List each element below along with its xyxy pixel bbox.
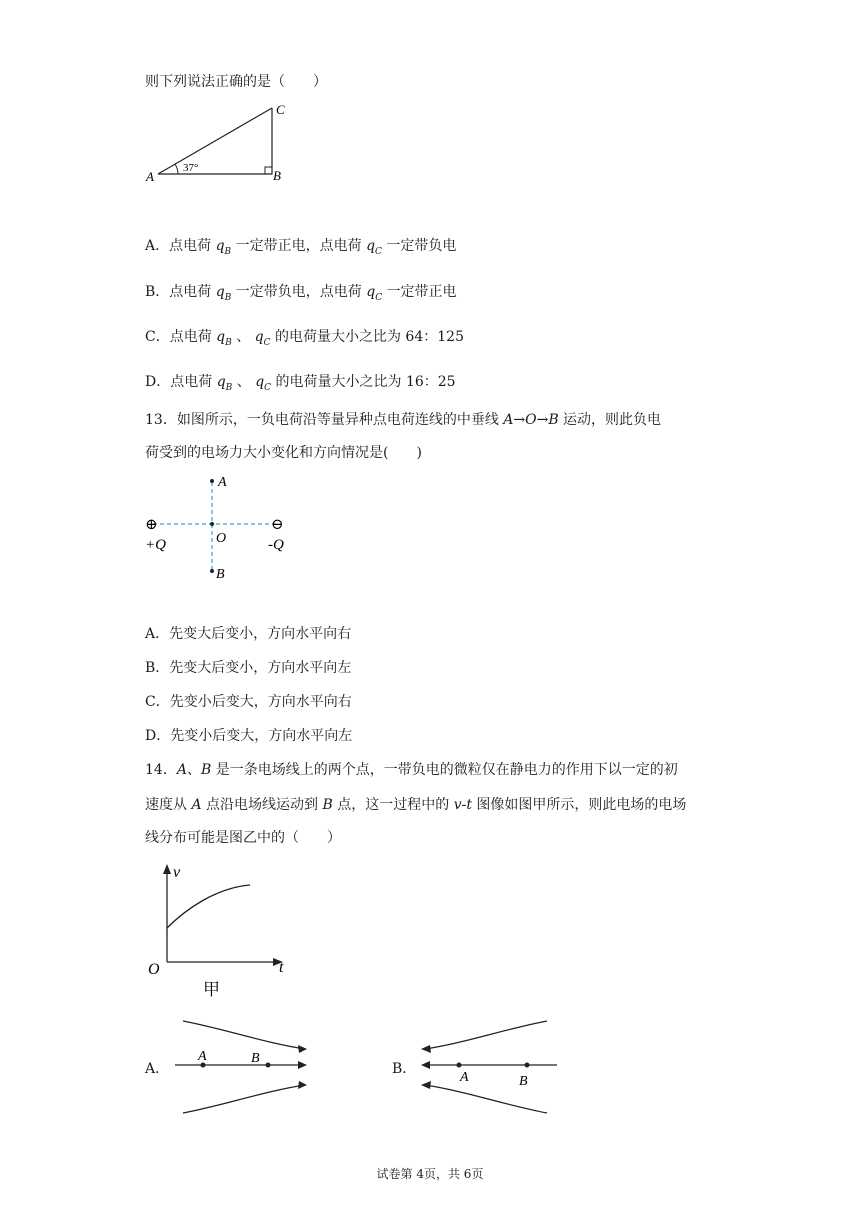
v-axis-label: v: [173, 864, 181, 881]
label-c: C: [276, 102, 285, 117]
graph-caption: 甲: [203, 980, 220, 999]
q14-stem-line1: 14．A、B 是一条电场线上的两个点，一带负电的微粒仅在静电力的作用下以一定的初: [145, 762, 678, 778]
field-diagram-a: [165, 1015, 315, 1120]
q12-option-a: A．点电荷 $q_B$ 一定带正电，点电荷 $q_C$ 一定带负电: [145, 238, 457, 257]
point-a: A: [198, 1049, 207, 1064]
q13-stem-line1: 13．如图所示，一负电荷沿等量异种点电荷连线的中垂线 A→O→B 运动，则此负电: [145, 412, 662, 428]
charge-diagram: [140, 470, 310, 580]
q14-stem-line2: 速度从 A 点沿电场线运动到 B 点，这一过程中的 v-t 图像如图甲所示，则此电场的电场: [145, 797, 687, 813]
q13-option-b: B．先变大后变小，方向水平向左: [145, 660, 352, 676]
point-o-label: O: [216, 531, 227, 546]
q13-option-d: D．先变小后变大，方向水平向左: [145, 728, 353, 744]
intro-line: 则下列说法正确的是（ ）: [145, 74, 327, 90]
neg-charge-label: -Q: [268, 537, 284, 553]
q12-option-b: B．点电荷 $q_B$ 一定带负电，点电荷 $q_C$ 一定带正电: [145, 284, 457, 303]
point-b-label: B: [216, 567, 225, 582]
q14-option-a-label: A．: [145, 1061, 170, 1077]
q13-stem-line2: 荷受到的电场力大小变化和方向情况是( ): [145, 445, 422, 461]
q14-stem-line3: 线分布可能是图乙中的（ ）: [145, 830, 341, 846]
q12-option-c: C．点电荷 $q_B$ 、 $q_C$ 的电荷量大小之比为 64：125: [145, 329, 464, 348]
vt-graph: [145, 860, 295, 1000]
page-footer: 试卷第 4页，共 6页: [376, 1167, 484, 1181]
origin-label: O: [148, 961, 160, 978]
point-b: B: [519, 1074, 528, 1089]
point-a-label: A: [218, 475, 227, 490]
label-a: A: [146, 169, 154, 184]
q13-option-c: C．先变小后变大，方向水平向右: [145, 694, 352, 710]
point-a: A: [460, 1070, 469, 1085]
point-b: B: [251, 1051, 260, 1066]
angle-label: 37°: [183, 162, 199, 174]
pos-charge-label: +Q: [145, 537, 166, 553]
t-axis-label: t: [279, 959, 284, 976]
q13-option-a: A．先变大后变小，方向水平向右: [145, 626, 352, 642]
neg-charge-symbol: ⊖: [271, 517, 284, 533]
label-b: B: [273, 168, 281, 183]
q12-option-d: D．点电荷 $q_B$ 、 $q_C$ 的电荷量大小之比为 16：25: [145, 374, 456, 393]
pos-charge-symbol: ⊕: [145, 517, 158, 533]
q14-option-b-label: B．: [392, 1061, 417, 1077]
field-diagram-b: [415, 1015, 565, 1120]
triangle-diagram: [140, 98, 300, 188]
